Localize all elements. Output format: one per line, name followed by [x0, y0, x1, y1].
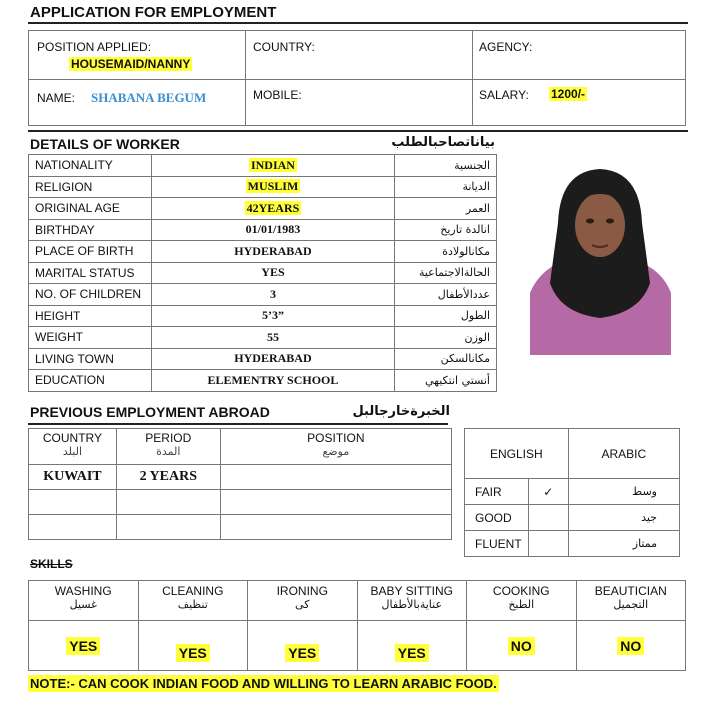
col-period: PERIOD المدة [116, 429, 220, 465]
detail-label: NO. OF CHILDREN [29, 284, 152, 306]
skill-cell [357, 621, 467, 671]
page-title: APPLICATION FOR EMPLOYMENT [30, 4, 277, 21]
skill-header [138, 581, 248, 621]
details-row [29, 198, 497, 220]
language-level-ar: جيد [568, 505, 679, 531]
skill-name: CLEANING [162, 584, 224, 598]
detail-label-ar: عددالأطفال [395, 284, 497, 306]
detail-value: HYDERABAD [234, 243, 312, 258]
detail-label-ar: الجنسية [395, 155, 497, 177]
details-row [29, 155, 497, 177]
skill-name-ar: الطبخ [508, 598, 535, 611]
skill-header [357, 581, 467, 621]
language-level: GOOD [465, 505, 529, 531]
language-level: FAIR [465, 479, 529, 505]
header-box [28, 30, 686, 126]
details-row [29, 348, 497, 370]
detail-label: LIVING TOWN [29, 348, 152, 370]
detail-value: 01/01/1983 [245, 222, 301, 237]
previous-title-ar: الخبرةخارجالبل [352, 404, 450, 419]
detail-label-ar: الوزن [395, 327, 497, 349]
skill-cell [29, 621, 139, 671]
skill-name-ar: عنايةبالأطفال [381, 598, 443, 611]
skills-table [28, 580, 686, 671]
detail-value: HYDERABAD [234, 351, 312, 366]
check-icon [528, 531, 568, 557]
detail-label: ORIGINAL AGE [29, 198, 152, 220]
language-level-ar: وسط [568, 479, 679, 505]
skill-value: YES [66, 637, 100, 655]
title-rule [28, 22, 688, 24]
detail-label-ar: مكانالولادة [395, 241, 497, 263]
skill-value: NO [508, 637, 535, 655]
detail-value: ELEMENTRY SCHOOL [207, 372, 339, 387]
language-level-ar: ممتاز [568, 531, 679, 557]
col-country: COUNTRY البلد [29, 429, 117, 465]
applicant-photo [530, 163, 671, 355]
skill-header [29, 581, 139, 621]
skill-name-ar: کی [295, 598, 310, 611]
skill-name: BEAUTICIAN [594, 584, 667, 598]
skill-name-ar: التجميل [613, 598, 649, 611]
skill-name-ar: غسيل [69, 598, 97, 611]
prev-country-value: KUWAIT [29, 465, 117, 490]
skill-name: COOKING [492, 584, 550, 598]
agency-label: AGENCY: [479, 40, 533, 54]
detail-value: MUSLIM [247, 179, 299, 194]
skill-header [248, 581, 358, 621]
previous-title: PREVIOUS EMPLOYMENT ABROAD [30, 404, 270, 420]
col-position: POSITION موضع [220, 429, 451, 465]
position-value: HOUSEMAID/NANNY [71, 57, 191, 71]
salary-label: SALARY: [479, 88, 529, 102]
detail-label: MARITAL STATUS [29, 262, 152, 284]
header-rule [28, 130, 688, 132]
detail-label: RELIGION [29, 176, 152, 198]
detail-value: INDIAN [250, 157, 295, 172]
details-row [29, 262, 497, 284]
language-row [465, 505, 680, 531]
skill-header [467, 581, 577, 621]
previous-rule [28, 423, 448, 425]
details-table [28, 154, 497, 392]
skill-cell [138, 621, 248, 671]
detail-label-ar: الديانة [395, 176, 497, 198]
detail-value: YES [261, 265, 285, 280]
language-row [465, 531, 680, 557]
detail-label: EDUCATION [29, 370, 152, 392]
prev-period-value: 2 YEARS [116, 465, 220, 490]
detail-value: 55 [266, 329, 279, 344]
detail-label-ar: أنستي انتكيهي [395, 370, 497, 392]
detail-label: NATIONALITY [29, 155, 152, 177]
detail-label: PLACE OF BIRTH [29, 241, 152, 263]
skills-title: SKILLS [30, 557, 73, 571]
details-row [29, 241, 497, 263]
detail-value: 3 [269, 286, 276, 301]
detail-value: 42YEARS [246, 200, 300, 215]
details-row [29, 305, 497, 327]
english-header: ENGLISH [465, 429, 569, 479]
detail-label-ar: الحالةالاجتماعية [395, 262, 497, 284]
language-table [464, 428, 680, 557]
position-label: POSITION APPLIED: [37, 40, 152, 54]
details-row [29, 327, 497, 349]
details-row [29, 370, 497, 392]
skill-header [576, 581, 686, 621]
detail-label: BIRTHDAY [29, 219, 152, 241]
detail-label-ar: انالدة تاريخ [395, 219, 497, 241]
arabic-header: ARABIC [568, 429, 679, 479]
detail-label: HEIGHT [29, 305, 152, 327]
check-icon [528, 505, 568, 531]
details-title-ar: بياناتصاحبالطلب [391, 135, 495, 150]
skill-name-ar: تنظيف [177, 598, 208, 611]
salary-value: 1200/- [551, 87, 586, 101]
detail-label-ar: العمر [395, 198, 497, 220]
language-row [465, 479, 680, 505]
skill-cell [467, 621, 577, 671]
skill-cell [248, 621, 358, 671]
detail-label-ar: مكانالسكن [395, 348, 497, 370]
detail-label-ar: الطول [395, 305, 497, 327]
name-label: NAME: [37, 91, 76, 105]
note: NOTE:- CAN COOK INDIAN FOOD AND WILLING TO LEARN ARABIC FOOD. [30, 676, 497, 691]
detail-value: 5’3” [261, 308, 284, 323]
skill-value: YES [176, 644, 210, 662]
skill-cell [576, 621, 686, 671]
mobile-label: MOBILE: [253, 88, 302, 102]
name-value: SHABANA BEGUM [91, 90, 207, 105]
details-row [29, 219, 497, 241]
skill-name: IRONING [276, 584, 328, 598]
skill-value: YES [285, 644, 319, 662]
details-title: DETAILS OF WORKER [30, 136, 180, 152]
skill-value: NO [617, 637, 644, 655]
country-label: COUNTRY: [253, 40, 315, 54]
skill-name: WASHING [54, 584, 112, 598]
details-row [29, 284, 497, 306]
details-row [29, 176, 497, 198]
previous-table [28, 428, 452, 540]
check-icon: ✓ [528, 479, 568, 505]
skill-value: YES [395, 644, 429, 662]
skill-name: BABY SITTING [370, 584, 453, 598]
language-level: FLUENT [465, 531, 529, 557]
detail-label: WEIGHT [29, 327, 152, 349]
